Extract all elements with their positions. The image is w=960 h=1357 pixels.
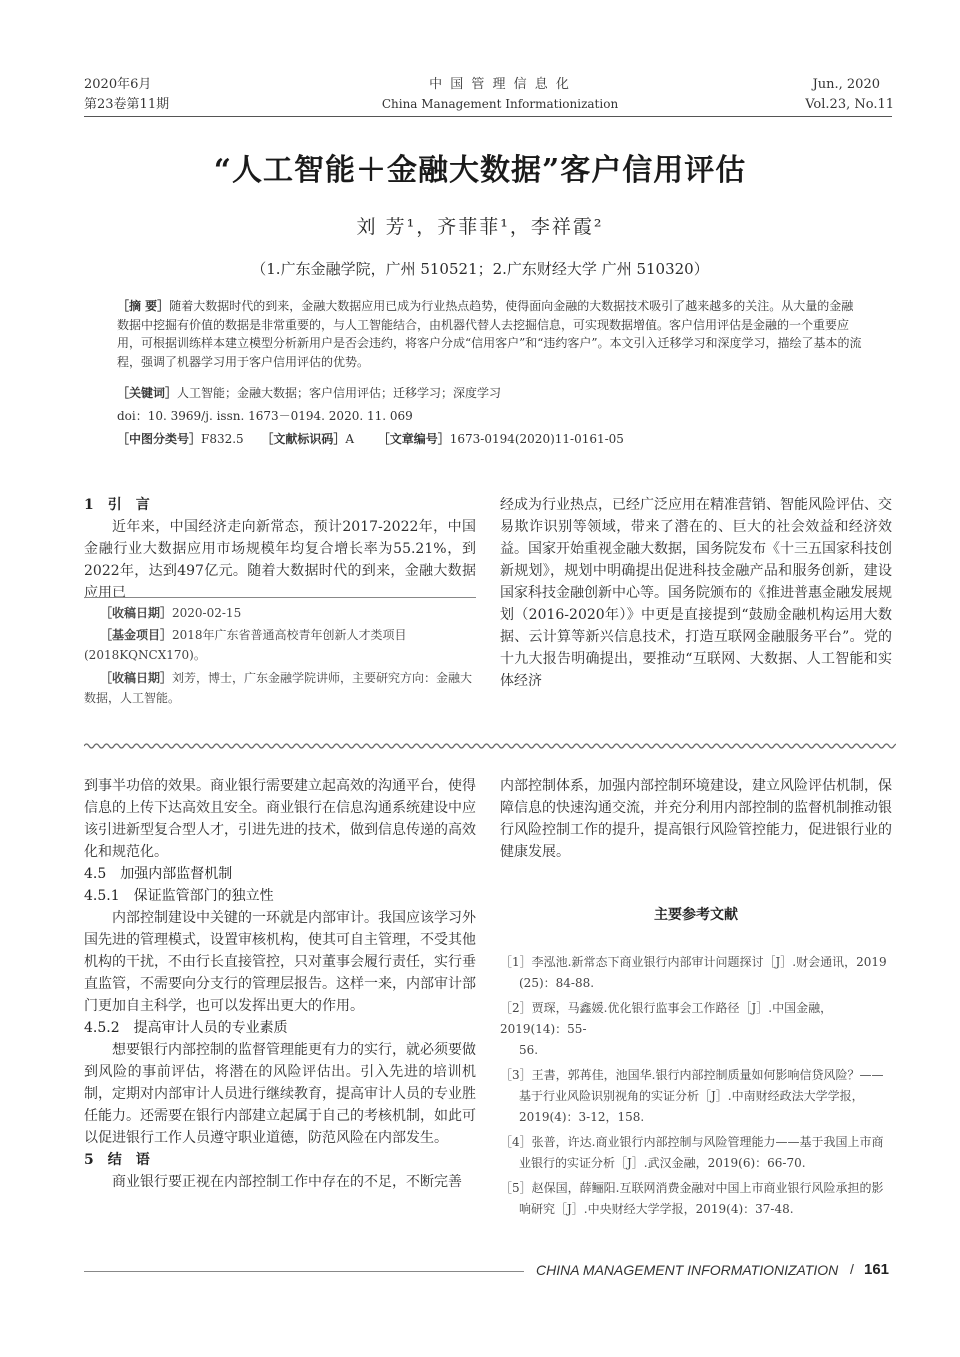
lower-left-column	[84, 775, 476, 1193]
received-date	[100, 603, 476, 623]
fund-label: ［基金项目］	[100, 628, 173, 642]
reference-3-continuation: 基于行业风险识别视角的实证分析［J］.中南财经政法大学学报，2019(4)：3-12，158.	[519, 1089, 864, 1124]
section-4-5-2-heading: 4.5.2 提高审计人员的专业素质	[84, 1020, 288, 1036]
intro-right-text	[500, 494, 892, 692]
article-authors: 刘 芳¹，齐菲菲¹，李祥霞²	[356, 216, 604, 238]
header-journal-en: China Management Informationization	[381, 97, 619, 111]
reference-4-continuation: 业银行的实证分析［J］.武汉金融，2019(6)：66-70.	[519, 1156, 806, 1170]
reference-4-first-line: ［4］张普，许达.商业银行内部控制与风险管理能力——基于我国上市商	[500, 1135, 884, 1149]
classification-line	[117, 430, 865, 449]
keywords-text: 人工智能；金融大数据；客户信用评估；迁移学习；深度学习	[177, 386, 502, 400]
page-number: 161	[864, 1261, 890, 1278]
article-no-label: ［文章编号］	[377, 432, 450, 446]
lower-left-paragraph-1: 到事半功倍的效果。商业银行需要建立起高效的沟通平台，使得信息的上传下达高效且安全。商业银行在信息沟通系统建设中应该引进新型复合型人才，引进先进的技术，做到信息传递的高效化和规范化。	[84, 778, 476, 860]
footer-rule	[84, 1271, 524, 1272]
header-volume-cn: 第23卷第11期	[84, 97, 170, 112]
section-5-heading: 5 结 语	[84, 1152, 150, 1168]
reference-1-first-line: ［1］李泓池.新常态下商业银行内部审计问题探讨［J］.财会通讯，2019	[500, 955, 887, 969]
doc-code-label: ［文献标识码］	[261, 432, 346, 446]
abstract-text: 随着大数据时代的到来，金融大数据应用已成为行业热点趋势，使得面向金融的大数据技术吸引了越来越多的关注。从大量的金融数据中挖掘有价值的数据是非常重要的，与人工智能结合，由机器代替人去挖掘信息，可实现数据增值。客户信用评估是金融的一个重要应用，可根据训练样本建立模型分析新用户是否会违约，将客户分成“信用客户”和“违约客户”。本文引入迁移学习和深度学习，描绘了基本的流程，强调了机器学习用于客户信用评估的优势。	[117, 299, 862, 369]
fund-value: 2018年广东省普通高校青年创新人才类项目(2018KQNCX170)。	[84, 628, 407, 662]
doi: doi：10. 3969/j. issn. 1673－0194. 2020. 11. 069	[117, 409, 413, 423]
reference-item	[500, 1178, 892, 1220]
keywords	[117, 384, 865, 403]
reference-5-continuation: 响研究［J］.中央财经大学学报，2019(4)：37-48.	[519, 1202, 794, 1216]
reference-item	[500, 952, 892, 994]
section-4-5-heading: 4.5 加强内部监督机制	[84, 866, 233, 882]
abstract	[117, 297, 865, 371]
author-value: 刘芳，博士，广东金融学院讲师，主要研究方向：金融大数据，人工智能。	[84, 671, 473, 705]
doc-code-value: A	[345, 432, 355, 446]
footer-journal: CHINA MANAGEMENT INFORMATIONIZATION	[536, 1262, 839, 1278]
reference-2-first-line: ［2］贾琛，马鑫媛.优化银行监事会工作路径［J］.中国金融，2019(14)：55-	[500, 1001, 833, 1036]
fund-project	[84, 625, 476, 665]
reference-item	[500, 1132, 892, 1174]
received-label: ［收稿日期］	[100, 606, 173, 620]
section-4-5-1-heading: 4.5.1 保证监管部门的独立性	[84, 888, 274, 904]
author-label: ［收稿日期］	[100, 671, 173, 685]
wavy-separator	[84, 741, 896, 751]
reference-item	[500, 1065, 892, 1128]
header-volume-en: Vol.23, No.11	[805, 97, 894, 112]
lower-right-column	[500, 775, 892, 863]
article-affiliations: （1.广东金融学院，广州 510521；2.广东财经大学 广州 510320）	[251, 260, 709, 278]
received-value: 2020-02-15	[172, 606, 242, 620]
references-list	[500, 952, 892, 1224]
article-no-value: 1673-0194(2020)11-0161-05	[449, 432, 624, 446]
section-1-heading: 1 引 言	[84, 497, 150, 513]
header-rule	[84, 116, 892, 117]
reference-item	[500, 998, 892, 1061]
clc-value: F832.5	[201, 432, 244, 446]
references-heading: 主要参考文献	[654, 907, 738, 923]
clc-label: ［中图分类号］	[117, 432, 202, 446]
keywords-label: ［关键词］	[117, 386, 178, 400]
abstract-label: ［摘 要］	[117, 299, 170, 313]
reference-3-first-line: ［3］王書，郭苒佳，池国华.银行内部控制质量如何影响信贷风险？——	[500, 1068, 884, 1082]
header-date-en: Jun., 2020	[812, 77, 880, 92]
section-4-5-2-paragraph: 想要银行内部控制的监督管理能更有力的实行，就必须要做到风险的事前评估，将潜在的风险评估出。引入先进的培训机制，定期对内部审计人员进行继续教育，提高审计人员的专业胜任能力。还需要在银行内部建立起属于自己的考核机制，如此可以促进银行工作人员遵守职业道德，防范风险在内部发生。	[84, 1042, 476, 1146]
article-title: “人工智能＋金融大数据”客户信用评估	[213, 153, 747, 188]
reference-1-continuation: (25)：84-88.	[519, 976, 595, 990]
section-5-paragraph: 商业银行要正视在内部控制工作中存在的不足，不断完善	[112, 1174, 462, 1190]
reference-5-first-line: ［5］赵保国，薛鲡阳.互联网消费金融对中国上市商业银行风险承担的影	[500, 1181, 884, 1195]
header-journal-cn: 中 国 管 理 信 息 化	[429, 77, 571, 92]
header-date-cn: 2020年6月	[84, 77, 152, 92]
intro-left-paragraph: 近年来，中国经济走向新常态，预计2017-2022年，中国金融行业大数据应用市场规模年均复合增长率为55.21%，到2022年，达到497亿元。随着大数据时代的到来，金融大数据应用已	[84, 519, 476, 601]
author-info	[84, 668, 476, 708]
lower-right-paragraph-1: 内部控制体系，加强内部控制环境建设，建立风险评估机制，保障信息的快速沟通交流，并充分利用内部控制的监督机制推动银行风险控制工作的提升，提高银行风险管控能力，促进银行业的健康发展。	[500, 778, 892, 860]
intro-right-paragraph: 经成为行业热点，已经广泛应用在精准营销、智能风险评估、交易欺诈识别等领域，带来了潜在的、巨大的社会效益和经济效益。国家开始重视金融大数据，国务院发布《十三五国家科技创新规划》，规划中明确提出促进科技金融产品和服务创新，建设国家科技金融创新中心等。国务院颁布的《推进普惠金融发展规划（2016-2020年）》中更是直接提到“鼓励金融机构运用大数据、云计算等新兴信息技术，打造互联网金融服务平台”。党的十九大报告明确提出，要推动“互联网、大数据、人工智能和实体经济	[500, 497, 892, 689]
section-4-5-1-paragraph: 内部控制建设中关键的一环就是内部审计。我国应该学习外国先进的管理模式，设置审核机构，使其可自主管理，不受其他机构的干扰，不由行长直接管控，只对董事会履行责任，实行垂直监管，不需要向分支行的管理层报告。这样一来，内部审计部门更加自主科学，也可以发挥出更大的作用。	[84, 910, 476, 1014]
reference-2-continuation: 56.	[519, 1043, 539, 1057]
footer-separator: /	[850, 1261, 854, 1277]
intro-left-text	[84, 516, 476, 604]
footnote-rule	[84, 597, 476, 598]
